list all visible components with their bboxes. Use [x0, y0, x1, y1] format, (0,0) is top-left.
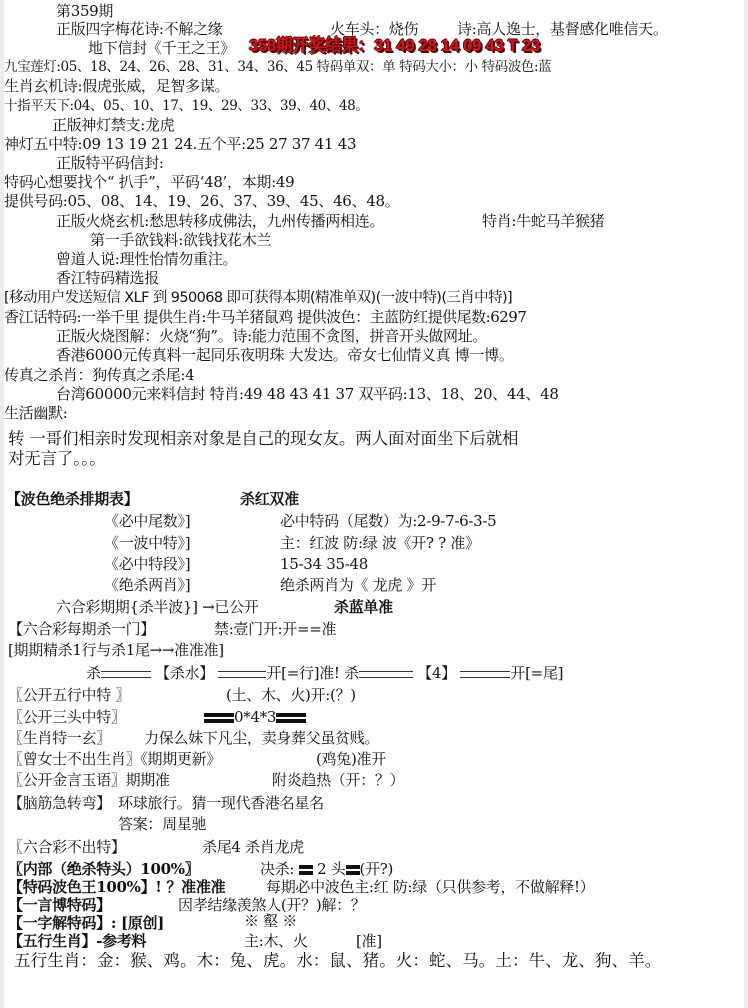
issue-number: 第359期	[56, 2, 114, 20]
five-zodiac-tag: [准]	[356, 932, 382, 950]
half-wave: 六合彩期期{杀半波}] →已公开	[56, 598, 259, 616]
hk-6000: 香港6000元传真料一起同乐夜明珠 大发达。帝女七仙情义真 博一博。	[56, 346, 514, 364]
shendeng-line: 神灯五中特:09 13 19 21 24.五个平:25 27 37 41 43	[4, 135, 357, 153]
inner-kill: 决杀:	[260, 860, 295, 878]
provided-numbers: 提供号码:05、08、14、19、26、37、39、45、46、48。	[4, 192, 400, 210]
three-heads-label: 〖公开三头中特〗	[8, 708, 126, 726]
brain-teaser-label: 【脑筋急转弯】	[8, 794, 111, 812]
xiangjiang-hua: 香江话特码:一举千里 提供生肖:牛马羊猪鼠鸡 提供波色：主蓝防红提供尾数:6297	[4, 308, 527, 326]
draw-result-headline: 358期开奖结果：31 49 28 14 09 43 T 23	[248, 36, 540, 55]
five-elements-label: 〖公开五行中特 〗	[8, 686, 131, 704]
golden-words-value: 附炎趋热（开：？）	[272, 771, 405, 789]
double-rule	[218, 671, 266, 678]
five-zodiac-label: 【五行生肖】-参考料	[8, 932, 147, 950]
forbidden-branch: 正版神灯禁支:龙虎	[52, 116, 175, 134]
train-head: 火车头：烧伤	[330, 20, 419, 38]
wave-row-label: 《必中特段》]	[104, 555, 191, 573]
inner-value-row	[260, 860, 393, 879]
wave-row-label: 《绝杀两肖》]	[104, 576, 191, 594]
wave-row-value: 15-34 35-48	[280, 555, 368, 573]
fire-mystery: 正版火烧玄机:愁思转移成佛法，九州传播两相连。	[56, 212, 385, 230]
joke-line-1: 转 一哥们相亲时发现相亲对象是自己的现女友。两人面对面坐下后就相	[8, 429, 519, 448]
three-heads-value-row	[204, 708, 306, 727]
sms-promo: [移动用户发送短信 XLF 到 950068 即可获得本期(精准单双)(一波中特)(三肖中特)]	[4, 290, 513, 306]
brain-teaser-answer: 答案：周星驰	[118, 815, 207, 833]
inner-head: 2 头	[317, 860, 346, 878]
zeng-not-label: 〖曾女士不出生肖〗《期期更新》	[8, 750, 222, 768]
golden-words-label: 〖公开金言玉语〗期期准	[8, 771, 170, 789]
kill-gate-value: 禁:壹门开:开==准	[214, 620, 337, 638]
bold-bar	[346, 865, 360, 875]
zodiac-one-value: 力保么妹下凡尘，卖身葬父虽贫贱。	[144, 729, 380, 747]
double-rule	[101, 671, 151, 678]
zeng-not-value: (鸡兔)准开	[316, 750, 386, 768]
underground-envelope: 地下信封《千王之王》	[88, 39, 236, 57]
wave-row-value: 主：红波 防:绿 波《开? ? 准》	[280, 534, 480, 552]
right-edge	[744, 0, 748, 1008]
open-element: 开[=行]准!	[266, 664, 340, 682]
one-char-label: 【一字解特码】: [原创]	[8, 914, 165, 932]
wave-row-value: 绝杀两肖为《 龙虎 》开	[280, 576, 436, 594]
half-wave-verdict: 杀蓝单准	[334, 598, 393, 616]
kill-gate-label: 【六合彩每期杀一门】	[8, 620, 156, 638]
wave-table-title: 【波色绝杀排期表】	[6, 490, 139, 508]
fax-kill: 传真之杀肖：狗传真之杀尾:4	[4, 366, 195, 384]
zodiac-one-label: 〖生肖特一玄〗	[8, 729, 111, 747]
wave-king-label: 【特码波色王100%】! ？准准准	[8, 878, 226, 896]
jiubao-lotus: 九宝莲灯:05、18、24、26、28、31、34、36、45 特码单双：单 特码大小：小 特码波色:蓝	[4, 59, 552, 75]
bold-bar	[299, 865, 313, 875]
first-hand: 第一手欲钱料:欲钱找花木兰	[90, 231, 272, 249]
wave-row-label: 《一波中特》]	[104, 534, 191, 552]
open-tail: 开[=尾]	[510, 664, 564, 682]
wave-king-value: 每期必中波色主:红 防:绿（只供参考，不做解释!）	[266, 878, 595, 896]
joke-line-2: 对无言了。。。	[8, 449, 106, 468]
three-heads-value: 0*4*3	[234, 708, 277, 726]
one-word-value: 因孝结缘羡煞人(开？)解：？	[178, 896, 366, 914]
kill-tail: 【4】	[417, 664, 456, 682]
wave-row-value: 必中特码（尾数）为:2-9-7-6-3-5	[280, 512, 497, 530]
bold-bar	[204, 713, 234, 723]
one-char-value: ※ 壑 ※	[244, 912, 298, 930]
wave-row-label: 《必中尾数》]	[104, 512, 191, 530]
fire-picture: 正版火烧图解：火烧“狗”。诗:能力范围不贪图，拼音开头做网址。	[56, 327, 488, 345]
inner-label: 〖内部（绝杀特头）100%〗	[8, 860, 200, 878]
wave-table-verdict: 杀红双准	[240, 490, 299, 508]
kill-water: 【杀水】	[155, 664, 214, 682]
brain-teaser-question: 环球旅行。猜一现代香港名星名	[118, 794, 324, 812]
plum-poem: 正版四字梅花诗:不解之缘	[56, 20, 223, 38]
element-zodiac-map: 五行生肖：金：猴、鸡。木：兔、虎。水：鼠、猪。火：蛇、马。土：牛、龙、狗、羊。	[14, 951, 662, 970]
kill-label: 杀	[86, 664, 101, 682]
double-rule	[460, 671, 510, 678]
shizhi-line: 十指平天下:04、05、10、17、19、29、33、39、40、48。	[4, 98, 369, 114]
kill-detail-row	[86, 664, 563, 683]
humor-title: 生活幽默:	[4, 404, 68, 422]
not-special-value: 杀尾4 杀肖龙虎	[202, 838, 304, 856]
special-envelope: 正版特平码信封:	[56, 154, 164, 172]
taiwan-envelope: 台湾60000元来料信封 特肖:49 48 43 41 37 双平码:13、18、20、44、48	[56, 385, 559, 403]
zeng-says: 曾道人说:理性怡情勿重注。	[56, 250, 238, 268]
inner-open: (开?)	[359, 860, 394, 878]
special-zodiac: 特肖:牛蛇马羊猴猪	[482, 212, 605, 230]
bold-bar	[276, 713, 306, 723]
kill-element-title: [期期精杀1行与杀1尾→→准准准]	[8, 641, 224, 659]
xiangjiang-title: 香江特码精选报	[56, 269, 159, 287]
zodiac-poem: 生肖玄机诗:假虎张威，足智多谋。	[4, 77, 230, 95]
not-special-label: 〖六合彩不出特】	[8, 838, 126, 856]
one-word-label: 【一言博特码】	[8, 896, 111, 914]
five-elements-value: (土、木、火)开:(？)	[226, 686, 356, 704]
double-rule	[359, 671, 413, 678]
special-hint: 特码心想要找个“ 扒手”，平码‘48’，本期:49	[4, 173, 295, 191]
five-zodiac-value: 主:木、火	[244, 932, 308, 950]
kill-label-2: 杀	[344, 664, 359, 682]
poem-right: 诗:高人逸士，基督感化唯信天。	[457, 20, 668, 38]
